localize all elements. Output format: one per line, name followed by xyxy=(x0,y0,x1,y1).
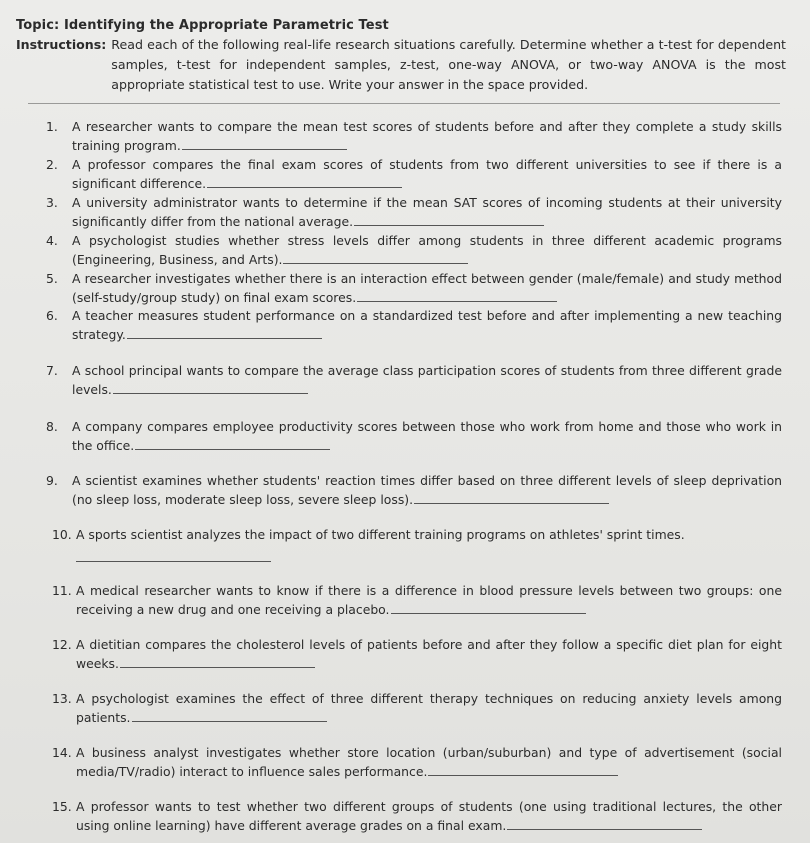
question-number: 7. xyxy=(46,363,58,378)
question-text xyxy=(76,798,782,835)
question-number: 1. xyxy=(46,119,58,134)
question-text xyxy=(72,118,782,155)
question-number: 13. xyxy=(52,691,72,706)
question-item xyxy=(46,798,782,835)
question-statement: A researcher wants to compare the mean test scores of students before and after they complete a study skills training program. xyxy=(72,119,782,153)
question-statement: A business analyst investigates whether store location (urban/suburban) and type of advertisement (social media/TV/radio) interact to influence sales performance. xyxy=(76,745,782,779)
answer-blank[interactable] xyxy=(76,549,271,562)
question-statement: A researcher investigates whether there is an interaction effect between gender (male/female) and study method (self-study/group study) on final exam scores. xyxy=(72,271,782,305)
answer-blank[interactable] xyxy=(182,137,347,150)
topic-title: Topic: Identifying the Appropriate Parametric Test xyxy=(16,18,389,33)
question-item xyxy=(46,307,782,344)
question-number: 3. xyxy=(46,195,58,210)
question-number: 11. xyxy=(52,583,72,598)
answer-blank[interactable] xyxy=(428,763,618,776)
question-statement: A dietitian compares the cholesterol levels of patients before and after they follow a specific diet plan for eight weeks. xyxy=(76,637,782,671)
question-number: 10. xyxy=(52,527,72,542)
question-item xyxy=(46,582,782,619)
question-text xyxy=(72,418,782,455)
question-text xyxy=(72,156,782,193)
question-item xyxy=(46,744,782,781)
question-text xyxy=(76,690,782,727)
answer-blank[interactable] xyxy=(354,213,544,226)
question-text xyxy=(72,270,782,307)
question-statement: A company compares employee productivity scores between those who work from home and those who work in the office. xyxy=(72,419,782,453)
answer-blank[interactable] xyxy=(283,251,468,264)
question-item xyxy=(46,418,782,455)
question-item xyxy=(46,156,782,193)
question-text xyxy=(72,362,782,399)
question-statement: A psychologist examines the effect of three different therapy techniques on reducing anxiety levels among patients. xyxy=(76,691,782,725)
question-number: 9. xyxy=(46,473,58,488)
question-statement: A teacher measures student performance on a standardized test before and after implementing a new teaching strategy. xyxy=(72,308,782,342)
question-text xyxy=(72,472,782,509)
question-statement: A professor compares the final exam scores of students from two different universities to see if there is a significant difference. xyxy=(72,157,782,191)
instructions-label: Instructions: xyxy=(16,37,107,52)
question-number: 14. xyxy=(52,745,72,760)
answer-blank[interactable] xyxy=(207,175,402,188)
answer-blank[interactable] xyxy=(132,709,327,722)
question-statement: A school principal wants to compare the average class participation scores of students from three different grade levels. xyxy=(72,363,782,397)
answer-blank[interactable] xyxy=(127,326,322,339)
question-statement: A medical researcher wants to know if there is a difference in blood pressure levels between two groups: one receiving a new drug and one receiving a placebo. xyxy=(76,583,782,617)
question-item xyxy=(46,270,782,307)
answer-blank[interactable] xyxy=(357,289,557,302)
question-text xyxy=(76,526,782,567)
question-text xyxy=(72,232,782,269)
instructions-text: Read each of the following real-life research situations carefully. Determine whether a t-test for dependent samples, t-test for independent samples, z-test, one-way ANOVA, or two-way ANOVA is the most appropriate statistical test to use. Write your answer in the space provided. xyxy=(111,37,786,92)
question-number: 15. xyxy=(52,799,72,814)
answer-blank[interactable] xyxy=(391,601,586,614)
question-item xyxy=(46,232,782,269)
question-text xyxy=(76,636,782,673)
answer-blank[interactable] xyxy=(507,817,702,830)
question-number: 2. xyxy=(46,157,58,172)
answer-blank[interactable] xyxy=(414,491,609,504)
question-number: 8. xyxy=(46,419,58,434)
question-text xyxy=(76,582,782,619)
question-statement: A scientist examines whether students' reaction times differ based on three different levels of sleep deprivation (no sleep loss, moderate sleep loss, severe sleep loss). xyxy=(72,473,782,507)
question-statement: A university administrator wants to determine if the mean SAT scores of incoming students at their university significantly differ from the national average. xyxy=(72,195,782,229)
question-item xyxy=(46,194,782,231)
question-text xyxy=(76,744,782,781)
question-item xyxy=(46,472,782,509)
worksheet-header xyxy=(0,0,810,95)
answer-blank[interactable] xyxy=(120,655,315,668)
question-item xyxy=(46,118,782,155)
question-statement: A sports scientist analyzes the impact of two different training programs on athletes' sprint times. xyxy=(76,527,685,542)
answer-blank[interactable] xyxy=(135,437,330,450)
question-item xyxy=(46,362,782,399)
question-item xyxy=(46,526,782,567)
question-text xyxy=(72,307,782,344)
header-divider xyxy=(28,103,780,104)
question-statement: A professor wants to test whether two different groups of students (one using traditional lectures, the other using online learning) have different average grades on a final exam. xyxy=(76,799,782,833)
question-number: 4. xyxy=(46,233,58,248)
question-number: 12. xyxy=(52,637,72,652)
question-statement: A psychologist studies whether stress levels differ among students in three different academic programs (Engineering, Business, and Arts). xyxy=(72,233,782,267)
answer-blank[interactable] xyxy=(113,381,308,394)
question-text xyxy=(72,194,782,231)
question-item xyxy=(46,636,782,673)
question-item xyxy=(46,690,782,727)
question-number: 5. xyxy=(46,271,58,286)
instructions xyxy=(16,35,786,95)
question-number: 6. xyxy=(46,308,58,323)
